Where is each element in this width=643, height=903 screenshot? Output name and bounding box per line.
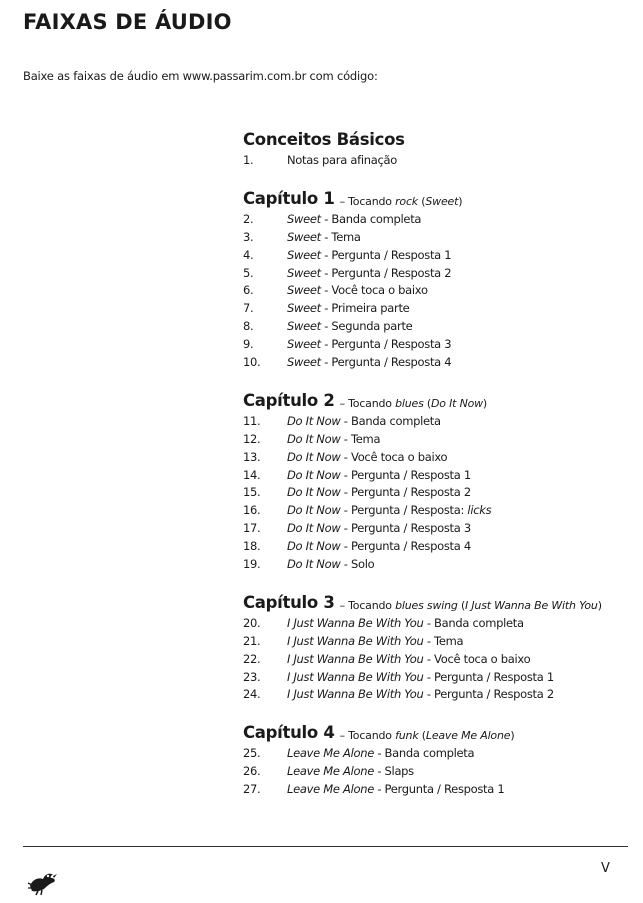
track-number: 14. bbox=[243, 467, 261, 482]
section-subtitle bbox=[340, 195, 463, 208]
track-row bbox=[243, 555, 638, 573]
subtitle-style: rock bbox=[395, 194, 418, 208]
track-song: Sweet bbox=[287, 319, 321, 334]
track-description: - Banda completa bbox=[320, 211, 422, 226]
section-title: Capítulo 1 bbox=[243, 188, 335, 208]
track-number: 20. bbox=[243, 615, 261, 630]
track-row bbox=[243, 466, 638, 484]
section-title: Conceitos Básicos bbox=[243, 130, 405, 149]
track-title bbox=[287, 782, 504, 796]
toc-section bbox=[243, 589, 638, 703]
subtitle-song: Sweet bbox=[425, 194, 459, 208]
track-row bbox=[243, 668, 638, 686]
bird-logo-icon bbox=[26, 866, 58, 896]
subtitle-style: blues swing bbox=[395, 598, 458, 612]
track-description: Notas para afinação bbox=[287, 152, 397, 167]
subtitle-song: Leave Me Alone bbox=[425, 729, 511, 743]
track-number: 12. bbox=[243, 431, 261, 446]
subtitle-middle: ( bbox=[423, 396, 432, 410]
track-description: - Banda completa bbox=[340, 413, 441, 428]
track-song: I Just Wanna Be With You bbox=[287, 687, 424, 702]
track-song: Do It Now bbox=[287, 431, 341, 446]
track-row bbox=[243, 151, 638, 169]
track-row bbox=[243, 246, 638, 264]
track-row bbox=[243, 780, 638, 798]
subtitle-song: I Just Wanna Be With You bbox=[465, 598, 598, 612]
track-row bbox=[243, 228, 638, 246]
track-song: Sweet bbox=[287, 301, 321, 316]
track-row bbox=[243, 448, 638, 466]
track-number: 15. bbox=[243, 485, 261, 500]
track-description: - Você toca o baixo bbox=[423, 651, 531, 666]
track-description-italic: licks bbox=[467, 503, 492, 518]
track-title bbox=[287, 652, 530, 666]
track-number: 5. bbox=[243, 265, 254, 280]
track-description: - Pergunta / Resposta 1 bbox=[340, 467, 471, 482]
track-row bbox=[243, 335, 638, 353]
track-song: Do It Now bbox=[287, 449, 341, 464]
track-number: 13. bbox=[243, 449, 261, 464]
track-number: 25. bbox=[243, 746, 261, 761]
toc-section bbox=[243, 185, 638, 371]
page-number: V bbox=[601, 861, 610, 876]
track-title bbox=[287, 248, 451, 262]
track-song: Sweet bbox=[287, 265, 321, 280]
track-description: - Você toca o baixo bbox=[340, 449, 448, 464]
subtitle-suffix: ) bbox=[458, 194, 463, 208]
track-number: 10. bbox=[243, 354, 261, 369]
track-song: Leave Me Alone bbox=[287, 782, 374, 797]
track-title bbox=[287, 687, 554, 701]
track-title bbox=[287, 153, 397, 167]
track-title bbox=[287, 230, 361, 244]
section-heading bbox=[243, 589, 638, 614]
track-song: Do It Now bbox=[287, 413, 341, 428]
track-description: - Pergunta / Resposta 2 bbox=[320, 265, 452, 280]
track-description: - Tema bbox=[423, 633, 464, 648]
track-number: 7. bbox=[243, 301, 254, 316]
track-number: 24. bbox=[243, 687, 261, 702]
track-row bbox=[243, 685, 638, 703]
track-description: - Pergunta / Resposta 1 bbox=[373, 782, 505, 797]
track-title bbox=[287, 355, 451, 369]
section-subtitle bbox=[340, 599, 602, 612]
track-title bbox=[287, 319, 412, 333]
track-number: 2. bbox=[243, 211, 254, 226]
track-row bbox=[243, 483, 638, 501]
track-number: 9. bbox=[243, 337, 254, 352]
subtitle-suffix: ) bbox=[510, 729, 515, 743]
track-row bbox=[243, 317, 638, 335]
track-song: Sweet bbox=[287, 337, 321, 352]
track-row bbox=[243, 299, 638, 317]
track-description: - Pergunta / Resposta 2 bbox=[423, 687, 554, 702]
subtitle-middle: ( bbox=[418, 729, 426, 743]
download-instructions: Baixe as faixas de áudio em www.passarim.com.br com código: bbox=[23, 69, 378, 83]
subtitle-style: funk bbox=[395, 729, 419, 743]
track-title bbox=[287, 301, 409, 315]
track-title bbox=[287, 503, 491, 517]
track-row bbox=[243, 614, 638, 632]
track-title bbox=[287, 764, 414, 778]
track-description: - Banda completa bbox=[373, 746, 475, 761]
track-song: I Just Wanna Be With You bbox=[287, 651, 424, 666]
section-heading bbox=[243, 387, 638, 412]
track-song: Sweet bbox=[287, 283, 321, 298]
track-number: 19. bbox=[243, 556, 261, 571]
subtitle-middle: ( bbox=[417, 194, 426, 208]
section-subtitle bbox=[340, 729, 515, 742]
track-song: Do It Now bbox=[287, 539, 341, 554]
track-song: Sweet bbox=[287, 247, 321, 262]
track-number: 4. bbox=[243, 247, 254, 262]
track-row bbox=[243, 650, 638, 668]
track-description: - Pergunta / Resposta 3 bbox=[340, 521, 471, 536]
track-row bbox=[243, 264, 638, 282]
track-description: - Solo bbox=[340, 556, 375, 571]
track-song: I Just Wanna Be With You bbox=[287, 633, 424, 648]
section-subtitle bbox=[340, 397, 487, 410]
track-title bbox=[287, 337, 451, 351]
track-row bbox=[243, 744, 638, 762]
subtitle-prefix: – Tocando bbox=[339, 598, 396, 612]
subtitle-song: Do It Now bbox=[431, 396, 483, 410]
track-song: Do It Now bbox=[287, 485, 341, 500]
toc-section bbox=[243, 126, 638, 169]
subtitle-prefix: – Tocando bbox=[339, 194, 396, 208]
track-title bbox=[287, 539, 471, 553]
toc-section bbox=[243, 387, 638, 573]
track-description: - Primeira parte bbox=[320, 301, 410, 316]
track-row bbox=[243, 353, 638, 371]
track-title bbox=[287, 468, 471, 482]
track-row bbox=[243, 632, 638, 650]
track-title bbox=[287, 670, 554, 684]
track-row bbox=[243, 537, 638, 555]
track-number: 1. bbox=[243, 152, 254, 167]
section-heading bbox=[243, 719, 638, 744]
subtitle-prefix: – Tocando bbox=[339, 396, 396, 410]
track-description: - Pergunta / Resposta 2 bbox=[340, 485, 471, 500]
track-row bbox=[243, 281, 638, 299]
track-number: 22. bbox=[243, 651, 261, 666]
track-description: - Segunda parte bbox=[320, 319, 413, 334]
track-row bbox=[243, 430, 638, 448]
section-heading bbox=[243, 126, 638, 151]
track-number: 27. bbox=[243, 782, 261, 797]
track-description: - Tema bbox=[340, 431, 381, 446]
track-title bbox=[287, 212, 421, 226]
subtitle-prefix: – Tocando bbox=[339, 729, 396, 743]
footer-divider bbox=[23, 846, 628, 847]
track-song: Leave Me Alone bbox=[287, 746, 374, 761]
track-description: - Pergunta / Resposta 4 bbox=[320, 354, 452, 369]
page-title: FAIXAS DE ÁUDIO bbox=[23, 10, 232, 34]
track-number: 6. bbox=[243, 283, 254, 298]
track-number: 18. bbox=[243, 539, 261, 554]
track-description: - Pergunta / Resposta: bbox=[340, 503, 468, 518]
track-title bbox=[287, 616, 524, 630]
track-description: - Pergunta / Resposta 4 bbox=[340, 539, 471, 554]
track-row bbox=[243, 762, 638, 780]
subtitle-suffix: ) bbox=[482, 396, 488, 410]
track-song: Leave Me Alone bbox=[287, 764, 374, 779]
track-number: 11. bbox=[243, 413, 261, 428]
track-number: 3. bbox=[243, 229, 254, 244]
track-title bbox=[287, 414, 441, 428]
track-row bbox=[243, 210, 638, 228]
track-song: I Just Wanna Be With You bbox=[287, 669, 424, 684]
track-row bbox=[243, 519, 638, 537]
track-title bbox=[287, 266, 451, 280]
track-song: Sweet bbox=[287, 354, 321, 369]
track-description: - Tema bbox=[320, 229, 361, 244]
track-list bbox=[243, 126, 638, 814]
track-song: Do It Now bbox=[287, 521, 341, 536]
track-song: Do It Now bbox=[287, 556, 341, 571]
track-number: 16. bbox=[243, 503, 261, 518]
track-number: 17. bbox=[243, 521, 261, 536]
track-description: - Slaps bbox=[373, 764, 414, 779]
section-heading bbox=[243, 185, 638, 210]
section-title: Capítulo 3 bbox=[243, 592, 335, 612]
subtitle-style: blues bbox=[395, 396, 424, 410]
track-description: - Pergunta / Resposta 1 bbox=[423, 669, 554, 684]
track-description: - Pergunta / Resposta 3 bbox=[320, 337, 452, 352]
track-song: Do It Now bbox=[287, 503, 341, 518]
subtitle-suffix: ) bbox=[597, 598, 602, 612]
track-song: Do It Now bbox=[287, 467, 341, 482]
track-song: I Just Wanna Be With You bbox=[287, 615, 424, 630]
track-description: - Banda completa bbox=[423, 615, 524, 630]
track-title bbox=[287, 521, 471, 535]
track-title bbox=[287, 557, 374, 571]
track-title bbox=[287, 634, 463, 648]
track-number: 21. bbox=[243, 633, 261, 648]
track-description: - Pergunta / Resposta 1 bbox=[320, 247, 452, 262]
toc-section bbox=[243, 719, 638, 798]
track-number: 26. bbox=[243, 764, 261, 779]
subtitle-middle: ( bbox=[457, 598, 466, 612]
track-row bbox=[243, 501, 638, 519]
track-title bbox=[287, 432, 380, 446]
section-title: Capítulo 4 bbox=[243, 723, 335, 743]
track-song: Sweet bbox=[287, 211, 321, 226]
track-description: - Você toca o baixo bbox=[320, 283, 428, 298]
track-song: Sweet bbox=[287, 229, 321, 244]
track-title bbox=[287, 746, 474, 760]
track-title bbox=[287, 450, 447, 464]
track-number: 23. bbox=[243, 669, 261, 684]
track-number: 8. bbox=[243, 319, 254, 334]
section-title: Capítulo 2 bbox=[243, 390, 335, 410]
track-title bbox=[287, 283, 428, 297]
track-row bbox=[243, 412, 638, 430]
track-title bbox=[287, 485, 471, 499]
